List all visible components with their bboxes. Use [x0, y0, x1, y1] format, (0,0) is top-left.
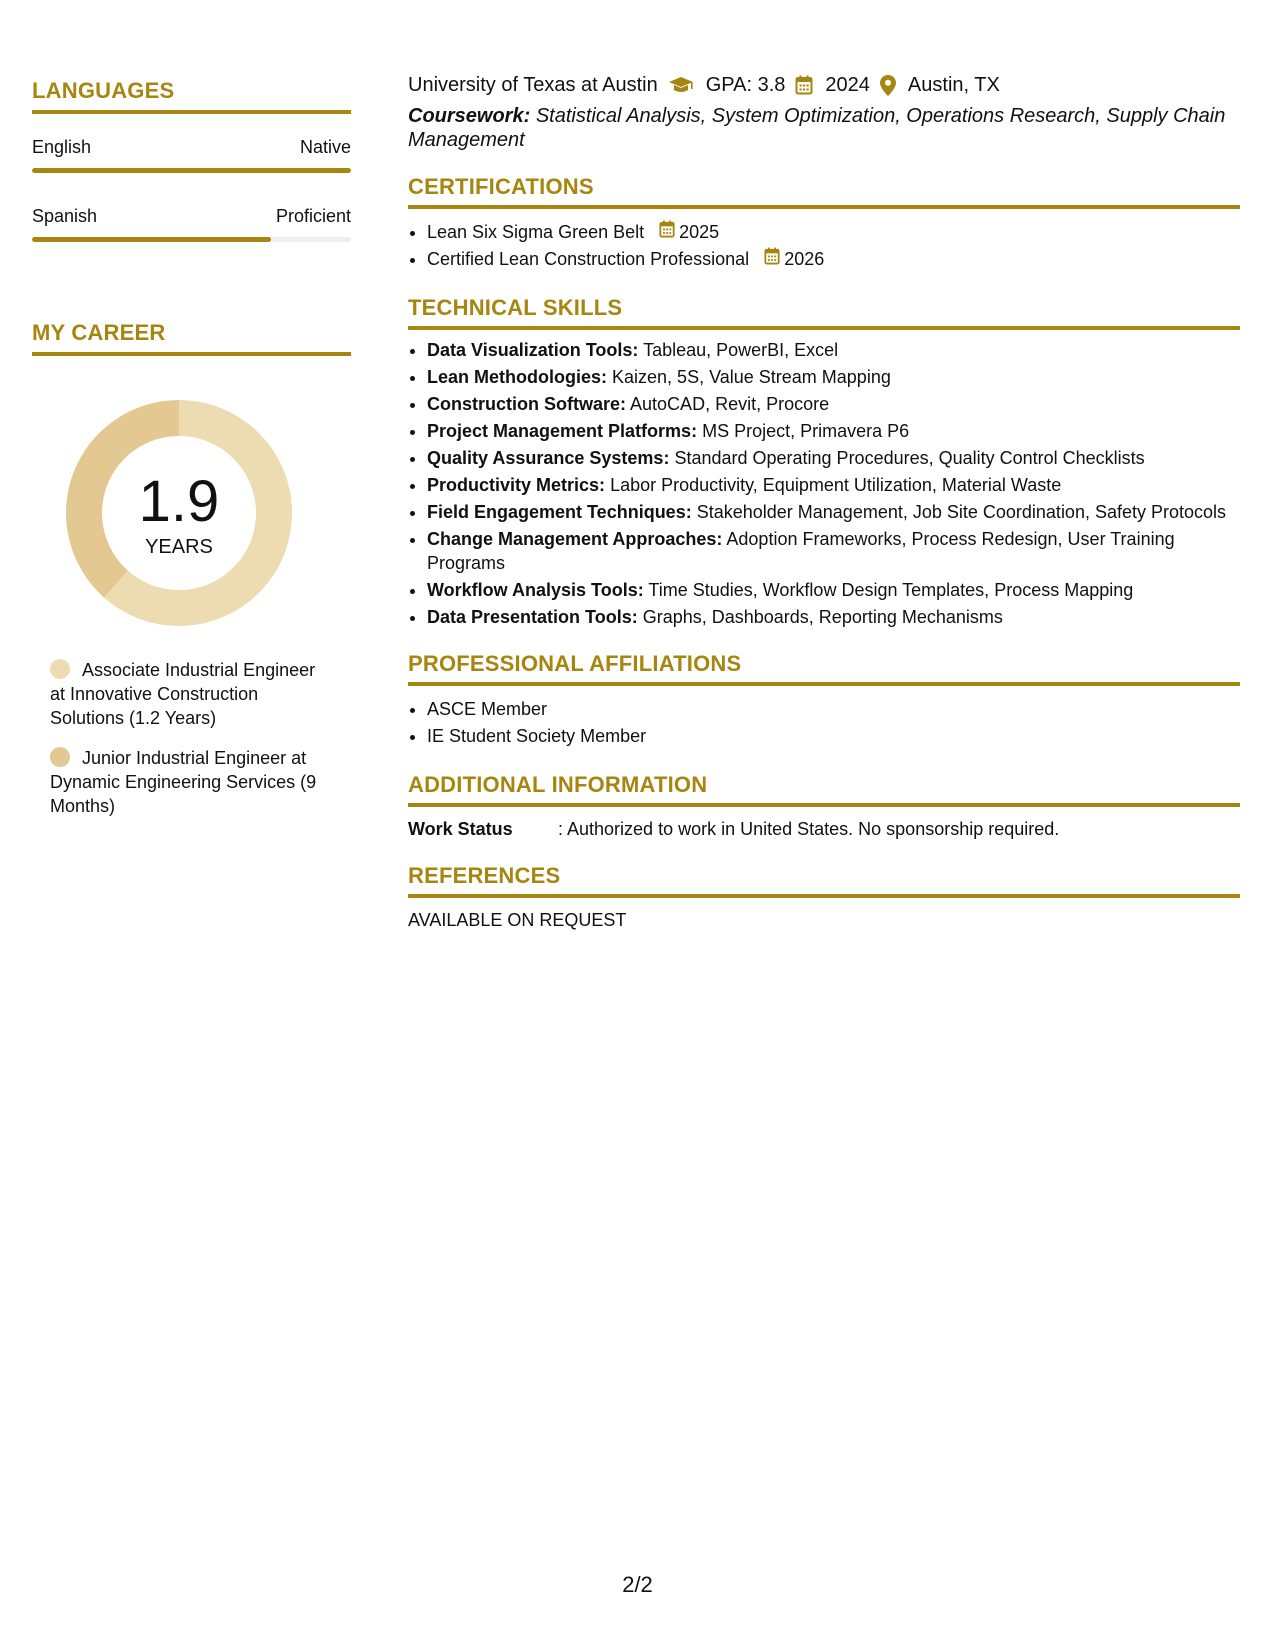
legend-dot-icon — [50, 747, 70, 767]
work-status-label: Work Status — [408, 819, 513, 839]
education-entry — [408, 72, 1240, 152]
references-section — [408, 863, 1240, 932]
language-bar-fill — [32, 168, 351, 173]
legend-dot-icon — [50, 659, 70, 679]
certification-name: Lean Six Sigma Green Belt — [427, 222, 645, 242]
skill-values: Tableau, PowerBI, Excel — [643, 340, 839, 360]
language-bar — [32, 237, 351, 242]
skill-category: Construction Software: — [427, 394, 627, 414]
affiliations-list — [408, 696, 1240, 750]
work-status-value: : Authorized to work in United States. No sponsorship required. — [558, 819, 1060, 839]
career-legend-item — [50, 658, 330, 730]
affiliations-section — [408, 651, 1240, 750]
skill-values: Adoption Frameworks, Process Redesign, User Training Programs — [427, 529, 1175, 573]
page-number: 2/2 — [622, 1572, 653, 1597]
skills-list — [408, 338, 1240, 629]
additional-info-section — [408, 772, 1240, 841]
graduation-cap-icon — [668, 76, 694, 94]
skill-category: Productivity Metrics: — [427, 475, 606, 495]
language-name: English — [32, 137, 92, 157]
skill-values: Time Studies, Workflow Design Templates, Process Mapping — [648, 580, 1134, 600]
education-school: University of Texas at Austin — [408, 74, 658, 96]
skill-item — [427, 446, 1240, 470]
main-content — [408, 72, 1240, 932]
certification-name: Certified Lean Construction Professional — [427, 249, 750, 269]
skill-item — [427, 605, 1240, 629]
career-total-unit: YEARS — [145, 536, 213, 558]
coursework-text: Statistical Analysis, System Optimization, Operations Research, Supply Chain Management — [408, 105, 1226, 151]
skill-item — [427, 338, 1240, 362]
affiliation-item: • IE Student Society Member — [427, 723, 1240, 750]
skill-item — [427, 365, 1240, 389]
language-item — [32, 205, 351, 242]
certifications-section — [408, 174, 1240, 273]
skill-values: Graphs, Dashboards, Reporting Mechanisms — [642, 607, 1003, 627]
calendar-icon — [659, 219, 679, 246]
certification-item — [427, 219, 1240, 246]
language-name: Spanish — [32, 206, 98, 226]
education-location: Austin, TX — [907, 74, 1000, 96]
affiliations-title: PROFESSIONAL AFFILIATIONS — [408, 651, 1240, 686]
skill-category: Project Management Platforms: — [427, 421, 698, 441]
skill-category: Quality Assurance Systems: — [427, 448, 670, 468]
skill-category: Data Presentation Tools: — [427, 607, 638, 627]
certification-year: 2025 — [679, 222, 720, 242]
languages-title: LANGUAGES — [32, 78, 351, 114]
skill-values: Stakeholder Management, Job Site Coordination, Safety Protocols — [696, 502, 1227, 522]
skill-item — [427, 473, 1240, 497]
career-role-label: Associate Industrial Engineer at Innovative Construction Solutions (1.2 Years) — [50, 660, 316, 728]
skill-category: Change Management Approaches: — [427, 529, 723, 549]
skill-category: Lean Methodologies: — [427, 367, 607, 387]
education-year: 2024 — [825, 74, 870, 96]
skills-section — [408, 295, 1240, 629]
career-legend-item — [50, 746, 330, 818]
language-bar — [32, 168, 351, 173]
skill-category: Field Engagement Techniques: — [427, 502, 692, 522]
skill-values: MS Project, Primavera P6 — [702, 421, 910, 441]
calendar-icon — [795, 75, 813, 95]
sidebar — [32, 78, 351, 834]
career-legend — [32, 658, 351, 818]
skill-item — [427, 419, 1240, 443]
career-role-label: Junior Industrial Engineer at Dynamic Engineering Services (9 Months) — [50, 748, 317, 816]
calendar-icon — [764, 246, 784, 273]
career-donut-chart — [66, 400, 292, 626]
certification-year: 2026 — [784, 249, 825, 269]
language-level: Native — [299, 137, 351, 157]
affiliation-item: • ASCE Member — [427, 696, 1240, 723]
skills-title: TECHNICAL SKILLS — [408, 295, 1240, 330]
education-coursework — [408, 104, 1240, 152]
language-bar-fill — [32, 237, 271, 242]
skill-category: Workflow Analysis Tools: — [427, 580, 644, 600]
skill-values: AutoCAD, Revit, Procore — [630, 394, 830, 414]
career-title: MY CAREER — [32, 320, 351, 356]
skill-values: Standard Operating Procedures, Quality Control Checklists — [674, 448, 1145, 468]
coursework-label: Coursework: — [408, 105, 531, 127]
education-gpa: GPA: 3.8 — [705, 74, 786, 96]
additional-info-title: ADDITIONAL INFORMATION — [408, 772, 1240, 807]
references-text: AVAILABLE ON REQUEST — [408, 910, 627, 930]
certification-item — [427, 246, 1240, 273]
career-total-value: 1.9 — [138, 469, 220, 534]
skill-item — [427, 392, 1240, 416]
language-item — [32, 136, 351, 173]
certifications-title: CERTIFICATIONS — [408, 174, 1240, 209]
skill-item — [427, 578, 1240, 602]
work-status-row — [408, 817, 1240, 841]
skill-values: Kaizen, 5S, Value Stream Mapping — [612, 367, 891, 387]
skill-item — [427, 500, 1240, 524]
skill-item — [427, 527, 1240, 575]
map-pin-icon — [880, 75, 896, 96]
references-title: REFERENCES — [408, 863, 1240, 898]
language-level: Proficient — [275, 206, 351, 226]
languages-list — [32, 136, 351, 242]
skill-values: Labor Productivity, Equipment Utilization, Material Waste — [610, 475, 1062, 495]
skill-category: Data Visualization Tools: — [427, 340, 639, 360]
certifications-list — [408, 219, 1240, 273]
